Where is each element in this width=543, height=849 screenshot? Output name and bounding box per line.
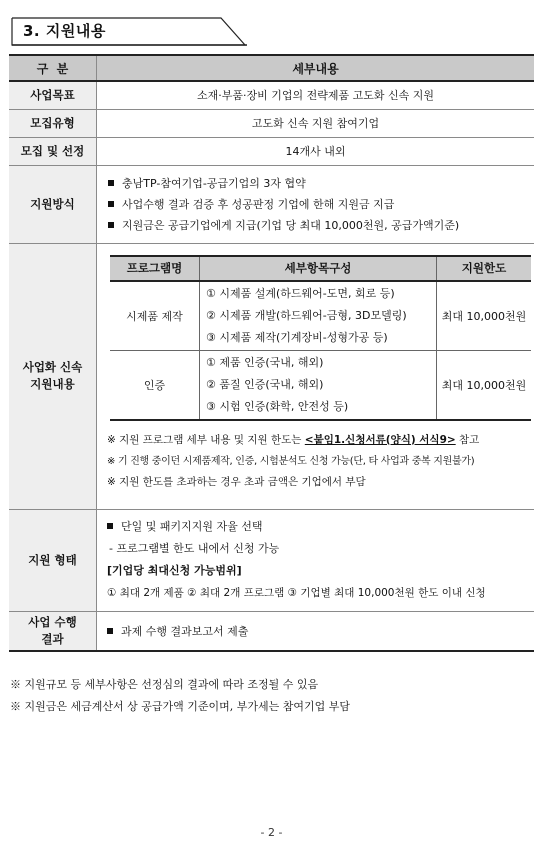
bullet-square-icon: [108, 201, 114, 207]
program-items: [200, 350, 437, 420]
program-name: 인증: [110, 350, 200, 420]
selection-label: 모집 및 선정: [9, 137, 97, 165]
method-item: [108, 173, 533, 194]
header-category: 구 분: [9, 55, 97, 81]
type-value: 고도화 신속 지원 참여기업: [97, 109, 535, 137]
program-item: ① 시제품 설계(하드웨어-도면, 회로 등): [206, 286, 395, 300]
content-note-1: [98, 430, 533, 451]
method-list: [98, 173, 533, 236]
purpose-value: 소재·부품·장비 기업의 전략제품 고도화 신속 지원: [97, 81, 535, 109]
program-header-detail: 세부항목구성: [200, 256, 437, 281]
method-item-text: 사업수행 결과 검증 후 성공판정 기업에 한해 지원금 지급: [122, 197, 395, 211]
program-limit: 최대 10,000천원: [437, 350, 532, 420]
content-label-line1: 사업화 신속: [22, 360, 83, 374]
note-text: ※ 지원 프로그램 세부 내용 및 지원 한도는: [107, 433, 305, 446]
content-label: [9, 243, 97, 509]
bullet-square-icon: [108, 222, 114, 228]
row-result: [9, 611, 534, 651]
table-header-row: [9, 55, 534, 81]
program-item: ③ 시제품 제작(기계장비-성형가공 등): [206, 330, 388, 344]
content-cell: [97, 243, 535, 509]
footnote-2: ※ 지원금은 세금계산서 상 공급가액 기준이며, 부가세는 참여기업 부담: [10, 700, 350, 713]
program-table: [110, 255, 531, 421]
program-item: ② 품질 인증(국내, 해외): [206, 377, 324, 391]
bullet-square-icon: [108, 180, 114, 186]
content-note-2: ※ 기 진행 중이던 시제품제작, 인증, 시험분석도 신청 가능(단, 타 사업과 중복 지원불가): [107, 455, 475, 467]
program-row: [110, 350, 531, 420]
purpose-label: 사업목표: [9, 81, 97, 109]
form-range: ① 최대 2개 제품 ② 최대 2개 프로그램 ③ 기업별 최대 10,000천원 한도 이내 신청: [107, 587, 486, 599]
form-bullet-text: 단일 및 패키지지원 자율 선택: [121, 520, 263, 533]
section-title: 3. 지원내용: [23, 22, 106, 40]
attachment-link[interactable]: <붙임1.신청서류(양식) 서식9>: [304, 433, 456, 446]
page-number: - 2 -: [260, 826, 283, 839]
bullet-square-icon: [107, 628, 113, 634]
method-cell: [97, 165, 535, 243]
program-item: ② 시제품 개발(하드웨어-금형, 3D모델링): [206, 308, 407, 322]
program-item: ③ 시험 인증(화학, 안전성 등): [206, 399, 349, 413]
program-name: 시제품 제작: [110, 281, 200, 351]
program-row: [110, 281, 531, 351]
form-bullet: [107, 516, 533, 538]
form-label: 지원 형태: [9, 509, 97, 611]
method-item-text: 지원금은 공급기업에게 지급(기업 당 최대 10,000천원, 공급가액기준): [122, 218, 460, 232]
row-method: [9, 165, 534, 243]
program-items: [200, 281, 437, 351]
content-note-3: ※ 지원 한도를 초과하는 경우 초과 금액은 기업에서 부담: [107, 475, 366, 488]
method-label: 지원방식: [9, 165, 97, 243]
note-text: 참고: [455, 433, 480, 446]
result-label-line1: 사업 수행: [28, 614, 77, 629]
method-item-text: 충남TP-참여기업-공급기업의 3자 협약: [122, 176, 306, 190]
row-type: [9, 109, 534, 137]
result-label-line2: 결과: [41, 631, 64, 646]
row-selection: [9, 137, 534, 165]
support-content-table: [9, 54, 534, 652]
program-header-limit: 지원한도: [437, 256, 532, 281]
row-content: [9, 243, 534, 509]
form-cell: [97, 509, 535, 611]
type-label: 모집유형: [9, 109, 97, 137]
header-detail: 세부내용: [97, 55, 535, 81]
program-limit: 최대 10,000천원: [437, 281, 532, 351]
result-value: 과제 수행 결과보고서 제출: [121, 624, 249, 638]
result-cell: [97, 611, 535, 651]
row-purpose: [9, 81, 534, 109]
method-item: [108, 194, 533, 215]
result-label: [9, 611, 97, 651]
row-form: [9, 509, 534, 611]
form-dash: - 프로그램별 한도 내에서 신청 가능: [109, 542, 280, 555]
program-header-row: [110, 256, 531, 281]
method-item: [108, 215, 533, 236]
footnote-1: ※ 지원규모 등 세부사항은 선정심의 결과에 따라 조정될 수 있음: [10, 678, 319, 691]
section-title-box: [11, 17, 246, 45]
bullet-square-icon: [107, 523, 113, 529]
form-bracket: [기업당 최대신청 가능범위]: [107, 564, 242, 577]
selection-value: 14개사 내외: [97, 137, 535, 165]
content-label-line2: 지원내용: [30, 377, 75, 391]
program-item: ① 제품 인증(국내, 해외): [206, 355, 324, 369]
program-header-name: 프로그램명: [110, 256, 200, 281]
